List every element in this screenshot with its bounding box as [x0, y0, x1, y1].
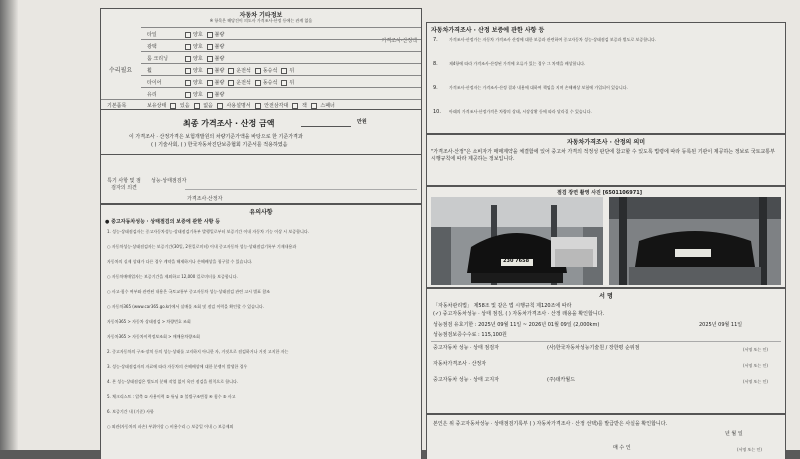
note-line: 자동차365 > 자동차 상태점검 > 차량번호 조회: [107, 319, 191, 324]
repair-row-options: [181, 55, 224, 62]
price-meaning-title: 자동차가격조사 · 산정의 의미: [566, 139, 646, 146]
checkbox[interactable]: [255, 68, 261, 74]
item-number: 8.: [433, 61, 438, 67]
inspector-name: (사)한국자동차성능기술원 / 장한평 순위점: [547, 345, 640, 351]
repair-option: 양호: [193, 80, 203, 86]
special-label: 특기 사항 및 점검자의 의견: [107, 178, 141, 191]
note-line: ○ 자동차365 (www.car365.go.kr)에서 실매물 조회 및 점검 이력을 확인할 수 있습니다.: [107, 304, 265, 309]
other-info-title: 자동차 기타정보: [239, 12, 283, 19]
repair-option: 불량: [214, 80, 225, 86]
notes-subtitle: ● 중고자동차성능 · 상태점검의 보증에 관한 사항 등: [105, 219, 221, 225]
price-meaning-text: "가격조사·산정"은 소비자가 매매계약을 체결함에 있어 중고차 가격의 적정성 판단에 참고할 수 있도록 법령에 따라 등록된 기관이 제공하는 정보로 국토교통부 시행규칙에 따라 제공하는 정보입니다.: [431, 149, 775, 162]
notify-label: 중고자동차 성능 · 상태 고지자: [433, 377, 499, 383]
repair-row-options: [181, 31, 224, 38]
repair-option: 운전석: [236, 80, 251, 86]
repair-option: 불량: [214, 44, 225, 50]
car-lift-image: [609, 197, 781, 285]
basic-opt: 있음: [179, 103, 190, 109]
repair-option: 양호: [193, 68, 203, 74]
checkbox[interactable]: [217, 103, 223, 109]
repair-option: 불량: [214, 92, 225, 98]
checkbox[interactable]: [207, 92, 213, 98]
repair-option: 불량: [214, 68, 225, 74]
basic-opt: 잭: [301, 103, 307, 109]
checkbox[interactable]: [185, 44, 191, 50]
repair-option: 양호: [193, 92, 203, 98]
basic-opt: 스패너: [320, 103, 335, 109]
checkbox[interactable]: [228, 80, 234, 86]
photo-box: [426, 186, 786, 288]
item-text: 가격조사·산정자는 가격조사·산정 결과 내용에 대하여 책임을 지며 손해배상 보험에 가입되어 있습니다.: [449, 85, 628, 90]
checkbox[interactable]: [207, 80, 213, 86]
note-line: ○ 자동차매매업자는 보증기간을 제외하고 12,000 킬로미터를 보증합니다.: [107, 274, 238, 279]
repair-row-label: 광택: [147, 44, 157, 50]
checkbox[interactable]: [255, 103, 261, 109]
other-info-notice: ※ 항목은 해당건이 의도사 가격조사·산정 등에는 관계 없음: [209, 18, 313, 23]
checkbox[interactable]: [207, 56, 213, 62]
note-line: ○ 자동차성능·상태점검자는 보증기간(30일, 2천킬로미터) 이내 중고자동차 성능·상태점검기록부 기재내용과: [107, 244, 297, 249]
signature-title: 서 명: [599, 293, 613, 300]
notify-name: (주)데카월드: [547, 377, 576, 383]
special-notes-box: [100, 154, 422, 204]
issue-date: 2025년 09월 11일: [699, 322, 743, 328]
checkbox[interactable]: [185, 68, 191, 74]
divider: [431, 341, 781, 342]
note-line: 자동차의 실제 상태가 다른 경우 계약을 해제하거나 손해배상을 청구할 수 있습니다.: [107, 259, 253, 264]
checkbox[interactable]: [281, 68, 287, 74]
repair-option: 양호: [193, 32, 203, 38]
checkbox[interactable]: [207, 32, 213, 38]
repair-option: 동승석: [262, 68, 278, 74]
repair-row-options: [181, 43, 224, 50]
fee-amount: 성능점검보증수수료 : 115,100원: [433, 332, 507, 338]
note-line: ○ 사고·침수 여부와 관련된 내용은 국토교통부 중고자동차 성능·상태점검 관련 고시 별표 참조: [107, 289, 270, 294]
checkbox[interactable]: [170, 103, 176, 109]
checkbox[interactable]: [185, 32, 191, 38]
inspector-label: 중고자동차 성능 · 상태 점검자: [433, 345, 499, 351]
buyer-seal: (서명 또는 인): [737, 447, 762, 452]
repair-row-options: [181, 91, 224, 98]
inspection-photo-front: [431, 197, 603, 285]
repair-row: [141, 87, 421, 100]
price-unit: 만원: [357, 119, 367, 125]
price-meaning-box: [426, 134, 786, 186]
repair-option: 불량: [214, 32, 225, 38]
notify-seal: (서명 또는 인): [743, 379, 768, 384]
note-line: 1. 성능·상태점검자는 중고자동차성능·상태점검기록부 발행일로부터 보증기간 이내 자동차 기능 이상 시 보증합니다.: [107, 229, 309, 234]
inspector-seal: (서명 또는 인): [743, 347, 768, 352]
photo-id: [6501106971]: [602, 190, 642, 196]
repair-option: 뒤: [289, 68, 295, 74]
sign-line-2: (✓) 중고자동차성능 · 상태 점검, ( ) 자동차가격조사 · 산정 래용을 확인합니다.: [433, 311, 605, 317]
signature-box: [426, 288, 786, 414]
notes-box: [100, 204, 422, 459]
basic-opt: 보유상태: [147, 103, 167, 109]
sign-line-1: 「자동차관리법」 제58조 및 같은 법 시행규칙 제120조에 따라: [433, 303, 572, 309]
options-header: 가격조사·산정액: [381, 38, 417, 44]
special-sub-2: 가격조사·산정자: [187, 196, 223, 202]
car-front-image: [431, 197, 603, 285]
repair-option: 불량: [214, 56, 225, 62]
price-note-2: ( ) 기술사회, ( ) 한국자동차진단보증협회 기준서를 적용하였음: [151, 142, 288, 148]
other-info-table: [100, 8, 422, 110]
repair-row-label: 유리: [147, 92, 157, 98]
price-guarantee-title: 자동차가격조사 · 산정 보증에 관한 사항 등: [431, 27, 545, 34]
checkbox[interactable]: [292, 103, 298, 109]
left-column: [100, 8, 420, 450]
checkbox[interactable]: [185, 80, 191, 86]
item-number: 10.: [433, 109, 441, 115]
item-number: 7.: [433, 37, 438, 43]
final-price-box: [100, 109, 422, 155]
receipt-date: 년 월 일: [725, 431, 743, 437]
final-price-value: [301, 126, 351, 127]
final-price-label: 최종 가격조사 · 산정 금액: [183, 119, 275, 128]
price-person-seal: (서명 또는 인): [743, 363, 768, 368]
checkbox[interactable]: [194, 103, 200, 109]
item-number: 9.: [433, 85, 438, 91]
price-note-1: 이 가격조사 · 산정가격은 보험개발원의 차량기준가액을 바탕으로 한 기준가격과: [129, 134, 303, 140]
repair-option: 운전석: [236, 68, 251, 74]
repair-row-label: 룸 크리닝: [147, 56, 168, 62]
repair-row-label: 타일: [147, 32, 157, 38]
checkbox[interactable]: [311, 103, 317, 109]
item-text: 제4항에 따라 가격조사·산정된 가격에 오류가 있는 경우 그 차액을 배상합니다.: [449, 61, 586, 66]
repair-row-label: 타이어: [147, 80, 162, 86]
item-text: 아래의 가격조사·산정가격은 차량의 상태, 시장상황 등에 따라 달라질 수 있습니다.: [449, 109, 592, 114]
basic-label: 기본품목: [107, 103, 127, 109]
photo-title: [557, 189, 642, 196]
receipt-box: [426, 414, 786, 459]
photo-title-text: 점검 장면 촬영 사진: [557, 190, 601, 196]
checkbox[interactable]: [207, 68, 213, 74]
basic-opt: 안전삼각대: [264, 103, 289, 109]
notes-title: 유의사항: [249, 209, 273, 216]
repair-label: 수리필요: [109, 67, 133, 74]
note-line: 3. 성능·상태점검자의 자료에 따라 자동차의 손해배상에 대한 분쟁이 발생한 경우: [107, 364, 248, 369]
repair-row-label: 휠: [147, 68, 152, 74]
note-line: 2. 중고자동차의 구조·장치 등의 성능·상태를 고지하지 아니한 자, 거짓으로 점검하거나 거짓 고지한 자는: [107, 349, 289, 354]
buyer-label: 매 수 인: [613, 445, 631, 451]
item-text: 가격조사·산정가는 자동차 가격조사 산정에 대한 보증과 관련하여 중고자동차 성능·상태점검 보증과 별도로 보증합니다.: [449, 37, 657, 42]
basic-options: [147, 102, 335, 109]
repair-option: 뒤: [289, 80, 295, 86]
repair-row-options: [181, 67, 294, 74]
checkbox[interactable]: [228, 68, 234, 74]
page-edge-shadow: [0, 0, 18, 450]
checkbox[interactable]: [207, 44, 213, 50]
price-guarantee-box: [426, 22, 786, 134]
checkbox[interactable]: [185, 92, 191, 98]
inspection-photo-rear: [609, 197, 781, 285]
note-line: 4. 본 성능·상태점검은 별도의 분해 작업 없이 육안 점검을 원칙으로 합니다.: [107, 379, 239, 384]
note-line: ○ 외관(자동차의 파손) 부위이상 ○ 비용수리 ○ 보증일 이내 ○ 보증제외: [107, 424, 234, 429]
repair-option: 동승석: [262, 80, 278, 86]
divider: [185, 189, 417, 190]
basic-opt: 없음: [203, 103, 213, 109]
repair-option: 양호: [193, 44, 203, 50]
note-line: 6. 보증기간 내 (기준) 사항: [107, 409, 154, 414]
repair-option: 양호: [193, 56, 203, 62]
repair-row-options: [181, 79, 294, 86]
plate-number: 230 7658: [503, 258, 530, 264]
note-line: 5. 체크리스트 : 압축 ① 사용이력 ② 튜닝 ③ 불법구조변경 ④ 침수 ⑤ 사고: [107, 394, 236, 399]
receipt-text: 본인은 위 중고자동차성능 · 상태점검기록부 ( ) 자동차가격조사 · 산정 선택)를 발급받은 사실을 확인합니다.: [433, 421, 668, 427]
checkbox[interactable]: [185, 56, 191, 62]
checkbox[interactable]: [281, 80, 287, 86]
basic-opt: 사용설명서: [226, 103, 251, 109]
checkbox[interactable]: [255, 80, 261, 86]
special-sub-1: 성능·상태점검자: [151, 178, 187, 184]
valid-period: 성능점검 유효기한 : 2025년 09월 11일 ~ 2026년 01월 09일 (2,000km): [433, 322, 600, 328]
note-line: 자동차365 > 자동차이력정보조회 > 매매용차량조회: [107, 334, 200, 339]
right-column: [426, 8, 784, 450]
price-person-label: 자동차가격조사 · 산정자: [433, 361, 487, 367]
